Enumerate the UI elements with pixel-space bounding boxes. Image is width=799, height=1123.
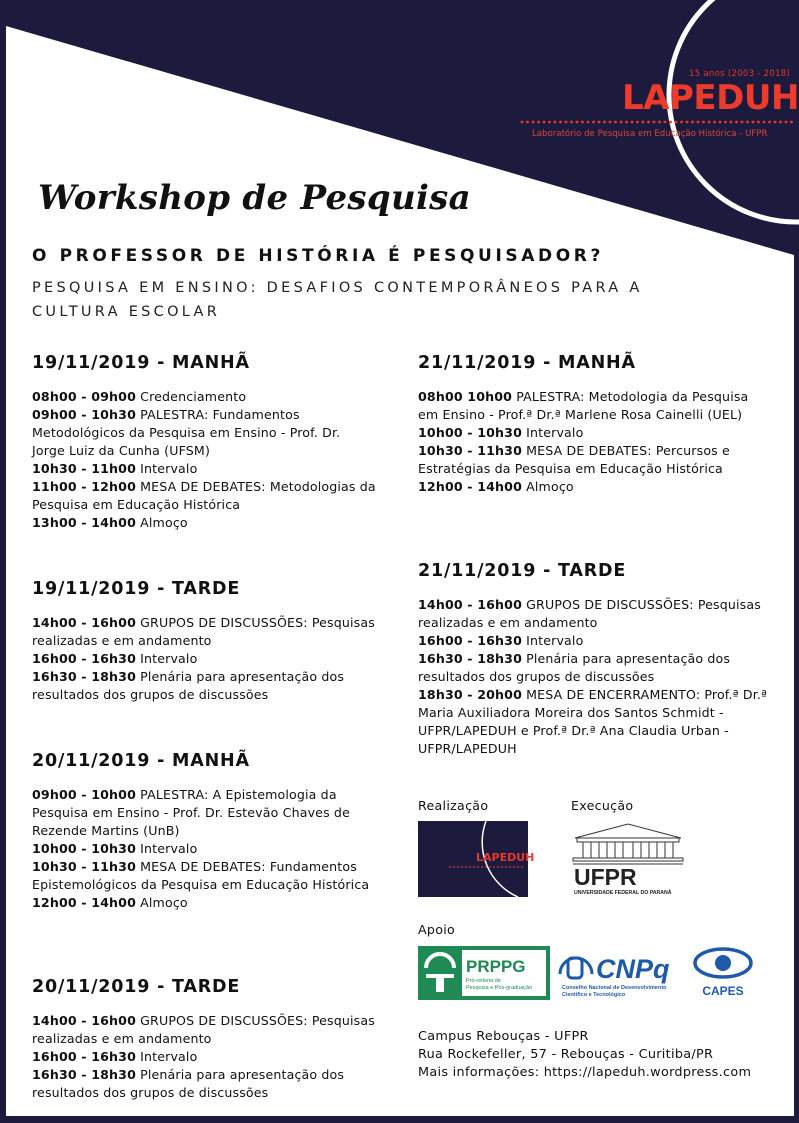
ufpr-logo (571, 822, 686, 897)
schedule-item: 10h30 - 11h30 MESA DE DEBATES: Percursos e Estratégias da Pesquisa em Educação Histórica (418, 443, 730, 476)
svg-text:CAPES: CAPES (702, 984, 744, 998)
brand-dot (697, 121, 700, 124)
schedule-heading: 21/11/2019 - MANHÃ (418, 353, 636, 373)
prppg-logo (418, 946, 550, 1000)
svg-text:Científico e Tecnológico: Científico e Tecnológico (562, 992, 626, 998)
schedule-item: 13h00 - 14h00 Almoço (32, 515, 188, 530)
brand-dot (559, 121, 562, 124)
brand-dot (757, 121, 760, 124)
brand-dot (702, 121, 705, 124)
brand-dot (620, 121, 623, 124)
schedule-item: 09h00 - 10h30 PALESTRA: Fundamentos Metodológicos da Pesquisa em Ensino - Prof. Dr. Jorge Luiz da Cunha (UFSM) (32, 407, 341, 458)
brand-dot (598, 121, 601, 124)
svg-text:UFPR: UFPR (574, 864, 637, 890)
schedule-item: 16h00 - 16h30 Intervalo (418, 633, 584, 648)
brand-dot (746, 121, 749, 124)
schedule-item: 12h00 - 14h00 Almoço (32, 895, 188, 910)
brand-dot (664, 121, 667, 124)
svg-text:Pró-reitoria de: Pró-reitoria de (466, 978, 501, 984)
svg-text:PRPPG: PRPPG (466, 957, 526, 976)
schedule-item: 10h30 - 11h30 MESA DE DEBATES: Fundamentos Epistemológicos da Pesquisa em Educação Histórica (32, 859, 370, 892)
brand-dot (658, 121, 661, 124)
schedule-heading: 20/11/2019 - TARDE (32, 977, 241, 997)
brand-dot (779, 121, 782, 124)
brand-dot (680, 121, 683, 124)
brand-dot (521, 121, 524, 124)
schedule-item: 16h30 - 18h30 Plenária para apresentação dos resultados dos grupos de discussões (32, 669, 345, 702)
brand-dot (636, 121, 639, 124)
capes-logo (690, 942, 756, 1000)
brand-dot (576, 121, 579, 124)
schedule-item: 10h00 - 10h30 Intervalo (418, 425, 584, 440)
schedule-day1-afternoon (32, 578, 377, 704)
schedule-heading: 19/11/2019 - MANHÃ (32, 353, 250, 373)
brand-dot (581, 121, 584, 124)
schedule-day2-afternoon (32, 976, 377, 1102)
brand-dot (752, 121, 755, 124)
venue-address: Rua Rockefeller, 57 - Rebouças - Curitiba/PR (418, 1047, 714, 1062)
brand-dot (603, 121, 606, 124)
schedule-day3-afternoon (418, 560, 768, 758)
brand-dot (532, 121, 535, 124)
schedule-item: 14h00 - 16h00 GRUPOS DE DISCUSSÕES: Pesquisas realizadas e em andamento (32, 1013, 375, 1046)
brand-dot (669, 121, 672, 124)
brand-dot (774, 121, 777, 124)
brand-dot (735, 121, 738, 124)
brand-dot (647, 121, 650, 124)
brand-dot (653, 121, 656, 124)
venue-campus: Campus Rebouças - UFPR (418, 1029, 589, 1044)
schedule-heading: 20/11/2019 - MANHÃ (32, 751, 250, 771)
brand-tagline: Laboratório de Pesquisa em Educação Histórica - UFPR (532, 129, 768, 139)
execucao-label: Execução (571, 798, 634, 813)
schedule-item: 08h00 - 09h00 Credenciamento (32, 389, 247, 404)
brand-anniversary: 15 anos (2003 - 2018) (689, 69, 791, 79)
cnpq-logo (556, 944, 686, 1000)
schedule-item: 10h00 - 10h30 Intervalo (32, 841, 198, 856)
brand-dot (763, 121, 766, 124)
brand-dot (609, 121, 612, 124)
brand-dot (730, 121, 733, 124)
brand-dot (724, 121, 727, 124)
schedule-item: 14h00 - 16h00 GRUPOS DE DISCUSSÕES: Pesquisas realizadas e em andamento (32, 615, 375, 648)
brand-dot (790, 121, 793, 124)
schedule-item: 16h00 - 16h30 Intervalo (32, 1049, 198, 1064)
realizacao-label: Realização (418, 798, 489, 813)
brand-dot (691, 121, 694, 124)
schedule-day2-morning (32, 750, 377, 912)
svg-text:Pesquisa e Pós-graduação: Pesquisa e Pós-graduação (466, 985, 533, 991)
brand-dot (708, 121, 711, 124)
brand-dot (587, 121, 590, 124)
brand-dot (537, 121, 540, 124)
schedule-item: 16h30 - 18h30 Plenária para apresentação dos resultados dos grupos de discussões (418, 651, 731, 684)
brand-dot (543, 121, 546, 124)
svg-text:Conselho Nacional de Desenvolv: Conselho Nacional de Desenvolvimento (562, 985, 667, 991)
brand-dot (631, 121, 634, 124)
brand-dot (570, 121, 573, 124)
schedule-heading: 21/11/2019 - TARDE (418, 561, 627, 581)
svg-text:LAPEDUH: LAPEDUH (476, 851, 535, 864)
schedule-day3-morning (418, 352, 768, 496)
svg-text:CNPq: CNPq (596, 954, 670, 984)
schedule-heading: 19/11/2019 - TARDE (32, 579, 241, 599)
schedule-item: 09h00 - 10h00 PALESTRA: A Epistemologia da Pesquisa em Ensino - Prof. Dr. Estevão Chaves de Rezende Martins (UnB) (32, 787, 350, 838)
schedule-item: 10h30 - 11h00 Intervalo (32, 461, 198, 476)
brand-dot (719, 121, 722, 124)
schedule-item: 14h00 - 16h00 GRUPOS DE DISCUSSÕES: Pesquisas realizadas e em andamento (418, 597, 761, 630)
brand-dot (675, 121, 678, 124)
schedule-item: 12h00 - 14h00 Almoço (418, 479, 574, 494)
page-title: Workshop de Pesquisa (38, 178, 471, 218)
more-info-link[interactable]: Mais informações: https://lapeduh.wordpress.com (418, 1065, 752, 1080)
brand-dot (713, 121, 716, 124)
brand-dot (642, 121, 645, 124)
brand-dot (625, 121, 628, 124)
theme-subtitle: PESQUISA EM ENSINO: DESAFIOS CONTEMPORÂNEOS PARA A CULTURA ESCOLAR (32, 280, 643, 320)
brand-dot (592, 121, 595, 124)
brand-dot (785, 121, 788, 124)
schedule-item: 16h00 - 16h30 Intervalo (32, 651, 198, 666)
schedule-item: 08h00 10h00 PALESTRA: Metodologia da Pesquisa em Ensino - Prof.ª Dr.ª Marlene Rosa Cainelli (UEL) (418, 389, 749, 422)
apoio-label: Apoio (418, 922, 456, 937)
brand-dots-divider (520, 119, 794, 125)
main-question: O PROFESSOR DE HISTÓRIA É PESQUISADOR? (32, 246, 604, 266)
brand-dot (548, 121, 551, 124)
schedule-day1-morning (32, 352, 377, 532)
brand-dot (526, 121, 529, 124)
svg-text:UNIVERSIDADE FEDERAL DO PARANÁ: UNIVERSIDADE FEDERAL DO PARANÁ (574, 890, 672, 896)
brand-dot (686, 121, 689, 124)
brand-dot (554, 121, 557, 124)
schedule-item: 11h00 - 12h00 MESA DE DEBATES: Metodologias da Pesquisa em Educação Histórica (32, 479, 376, 512)
schedule-item: 16h30 - 18h30 Plenária para apresentação dos resultados dos grupos de discussões (32, 1067, 345, 1100)
brand-dot (614, 121, 617, 124)
lapeduh-logo (418, 821, 535, 897)
brand-dot (768, 121, 771, 124)
brand-dot (565, 121, 568, 124)
brand-dot (741, 121, 744, 124)
brand-name: LAPEDUH (622, 78, 799, 118)
schedule-item: 18h30 - 20h00 MESA DE ENCERRAMENTO: Prof.ª Dr.ª Maria Auxiliadora Moreira dos Santos Schmidt - UFPR/LAPEDUH e Prof.ª Dr.ª Ana Claudia Urban - UFPR/LAPEDUH (418, 687, 768, 756)
